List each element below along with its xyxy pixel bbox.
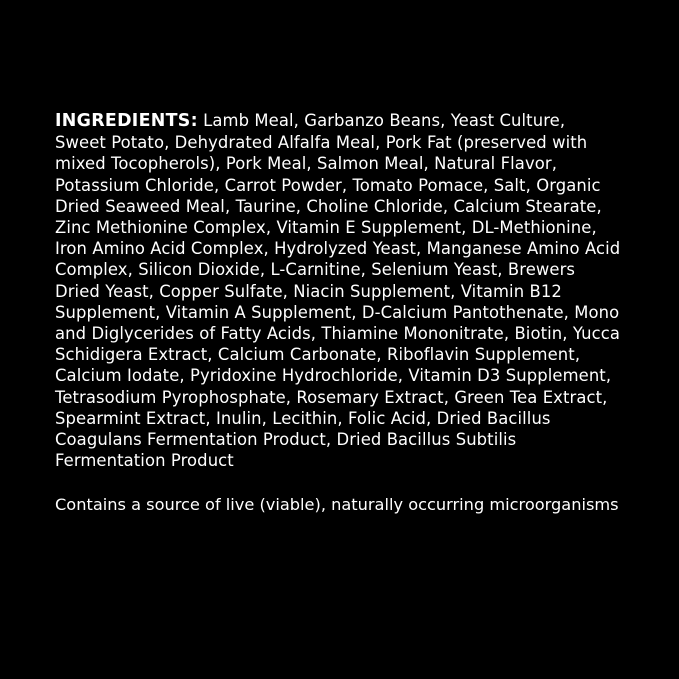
ingredients-heading: INGREDIENTS: (55, 111, 198, 131)
contains-live-microorganisms-note: Contains a source of live (viable), naturally occurring microorganisms (55, 495, 619, 514)
ingredients-block (55, 110, 621, 471)
ingredients-list: Lamb Meal, Garbanzo Beans, Yeast Culture, Sweet Potato, Dehydrated Alfalfa Meal, Pork Fat (preserved with mixed Tocopherols), Pork Meal, Salmon Meal, Natural Flavor, Potassium Chloride, Carrot Powder, Tomato Pomace, Salt, Organic Dried Seaweed Meal, Taurine, Choline Chloride, Calcium Stearate, Zinc Methionine Complex, Vitamin E Supplement, DL-Methionine, Iron Amino Acid Complex, Hydrolyzed Yeast, Manganese Amino Acid Complex, Silicon Dioxide, L-Carnitine, Selenium Yeast, Brewers Dried Yeast, Copper Sulfate, Niacin Supplement, Vitamin B12 Supplement, Vitamin A Supplement, D-Calcium Pantothenate, Mono and Diglycerides of Fatty Acids, Thiamine Mononitrate, Biotin, Yucca Schidigera Extract, Calcium Carbonate, Riboflavin Supplement, Calcium Iodate, Pyridoxine Hydrochloride, Vitamin D3 Supplement, Tetrasodium Pyrophosphate, Rosemary Extract, Green Tea Extract, Spearmint Extract, Inulin, Lecithin, Folic Acid, Dried Bacillus Coagulans Fermentation Product, Dried Bacillus Subtilis Fermentation Product (55, 111, 621, 471)
ingredients-paragraph (55, 110, 621, 471)
